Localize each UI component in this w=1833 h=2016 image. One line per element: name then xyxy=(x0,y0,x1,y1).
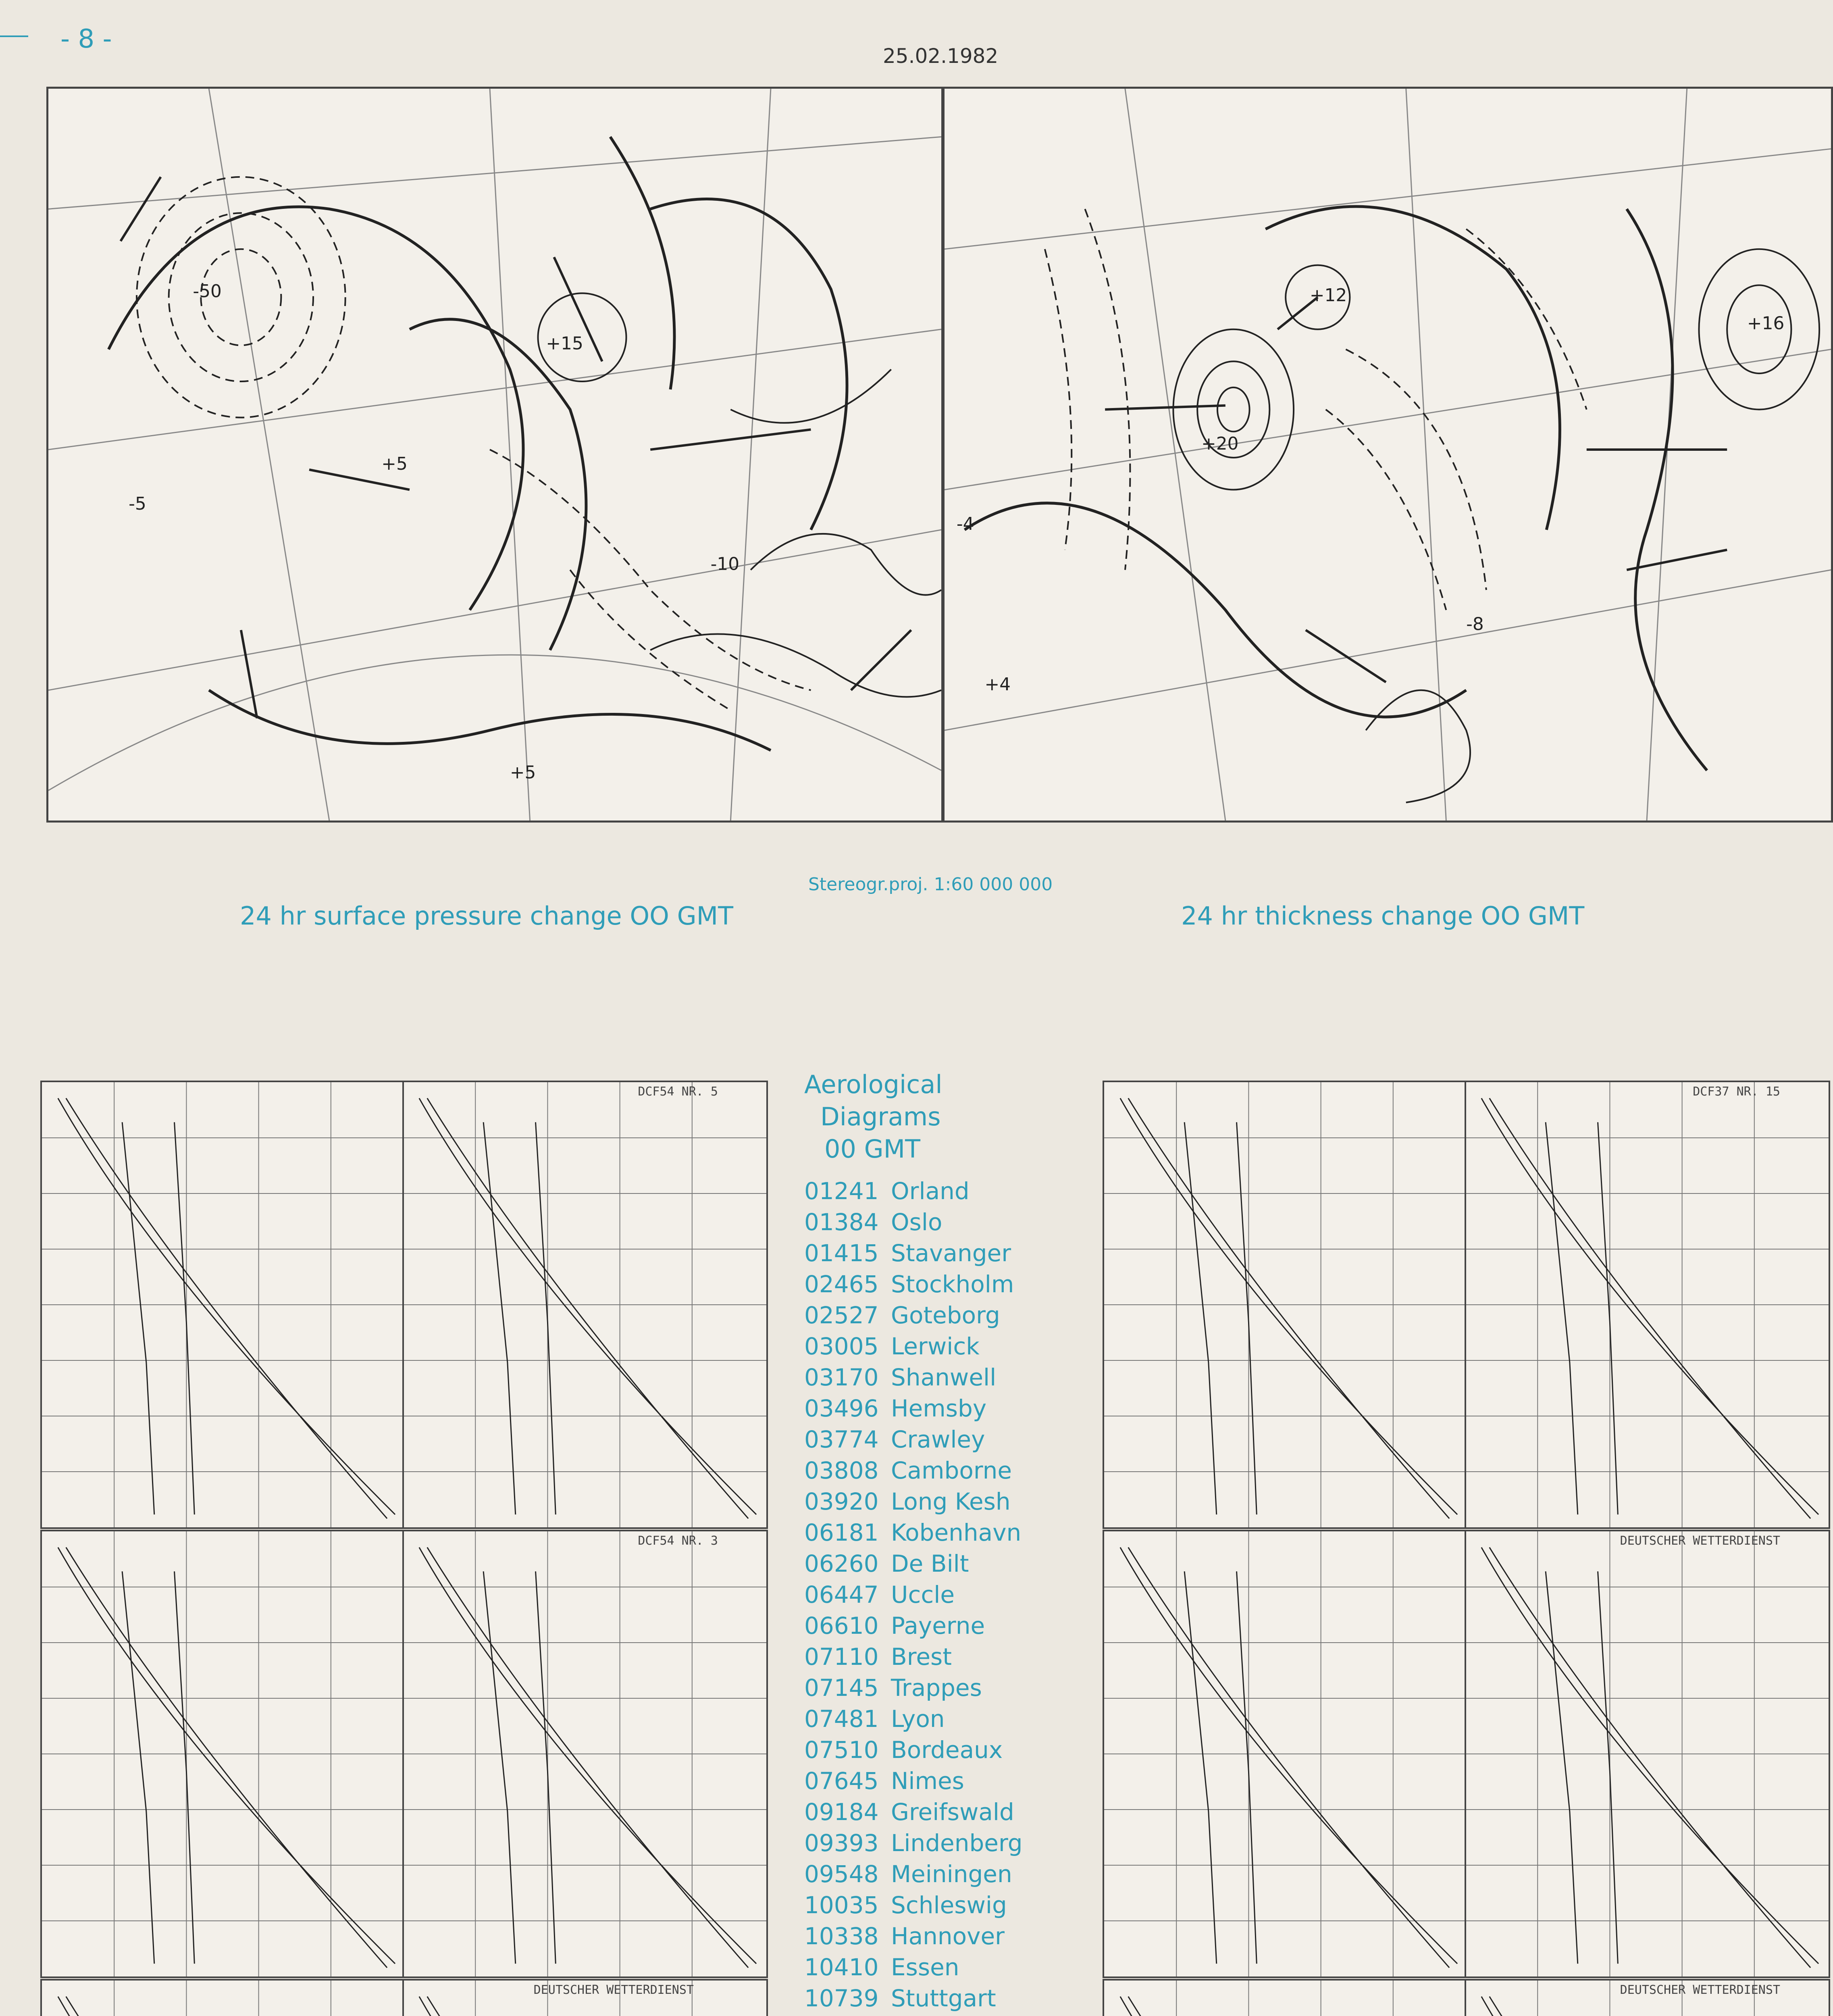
station-row xyxy=(804,1302,1088,1333)
station-name: Lyon xyxy=(891,1705,945,1733)
station-name: Stuttgart xyxy=(891,1985,996,2012)
legend-title-line2: Diagrams xyxy=(820,1102,941,1131)
station-name: Meiningen xyxy=(891,1860,1012,1888)
svg-text:+16: +16 xyxy=(1747,313,1785,334)
station-name: Hannover xyxy=(891,1922,1005,1950)
svg-text:-5: -5 xyxy=(129,494,146,514)
surface-pressure-change-map xyxy=(46,87,943,823)
station-row xyxy=(804,1488,1088,1519)
station-row xyxy=(804,1612,1088,1643)
station-code: 03170 xyxy=(804,1364,879,1391)
diagram-id: DCF37 NR. 15 xyxy=(1693,1085,1780,1099)
station-code: 10035 xyxy=(804,1891,879,1919)
station-code: 03920 xyxy=(804,1488,879,1515)
svg-text:+12: +12 xyxy=(1309,285,1347,306)
station-row xyxy=(804,1829,1088,1860)
station-name: Hemsby xyxy=(891,1395,987,1422)
diagram-id: DEUTSCHER WETTERDIENST xyxy=(533,1983,694,1997)
station-code: 02465 xyxy=(804,1270,879,1298)
station-list xyxy=(804,1177,1088,2016)
station-name: Orland xyxy=(891,1177,970,1205)
station-row xyxy=(804,1705,1088,1736)
station-name: Shanwell xyxy=(891,1364,997,1391)
projection-note: Stereogr.proj. 1:60 000 000 xyxy=(808,874,1053,895)
station-code: 03496 xyxy=(804,1395,879,1422)
diagram-grid xyxy=(1104,1531,1829,1976)
diagram-grid xyxy=(1104,1082,1829,1527)
station-name: Schleswig xyxy=(891,1891,1007,1919)
station-code: 03005 xyxy=(804,1333,879,1360)
station-row xyxy=(804,1333,1088,1364)
station-name: Oslo xyxy=(891,1208,943,1236)
station-name: Nimes xyxy=(891,1767,964,1795)
aerological-diagram-left-1 xyxy=(40,1081,768,1529)
aerological-diagram-left-2 xyxy=(40,1530,768,1978)
station-row xyxy=(804,1208,1088,1239)
svg-text:-10: -10 xyxy=(710,554,740,575)
station-code: 03808 xyxy=(804,1457,879,1484)
svg-text:-4: -4 xyxy=(956,513,974,534)
right-aerological-diagrams xyxy=(1103,1081,1830,2016)
svg-text:+4: +4 xyxy=(984,674,1011,695)
diagram-id: DCF54 NR. 5 xyxy=(638,1085,718,1099)
page-number: - 8 - xyxy=(60,24,112,54)
svg-text:+5: +5 xyxy=(510,762,536,783)
station-name: Brest xyxy=(891,1643,952,1670)
station-row xyxy=(804,1767,1088,1798)
station-name: Lindenberg xyxy=(891,1829,1023,1857)
aerological-diagram-right-2 xyxy=(1103,1530,1830,1978)
page-date: 25.02.1982 xyxy=(883,44,999,68)
surface-pressure-map-drawing xyxy=(48,89,941,821)
right-map-caption: 24 hr thickness change OO GMT xyxy=(1181,901,1585,931)
station-name: Uccle xyxy=(891,1581,955,1608)
station-row xyxy=(804,1954,1088,1985)
station-code: 07481 xyxy=(804,1705,879,1733)
station-code: 09393 xyxy=(804,1829,879,1857)
station-row xyxy=(804,1364,1088,1395)
svg-text:-8: -8 xyxy=(1466,614,1484,635)
svg-text:+20: +20 xyxy=(1201,433,1239,454)
top-rule xyxy=(0,35,28,37)
diagram-id: DEUTSCHER WETTERDIENST xyxy=(1620,1983,1780,1997)
legend-title-line1: Aerological xyxy=(804,1070,943,1099)
station-name: De Bilt xyxy=(891,1550,969,1577)
station-row xyxy=(804,1891,1088,1922)
station-name: Essen xyxy=(891,1954,959,1981)
diagram-id: DCF54 NR. 3 xyxy=(638,1534,718,1548)
station-name: Lerwick xyxy=(891,1333,980,1360)
station-name: Camborne xyxy=(891,1457,1012,1484)
station-code: 10338 xyxy=(804,1922,879,1950)
station-row xyxy=(804,1457,1088,1488)
station-row xyxy=(804,1550,1088,1581)
station-code: 07645 xyxy=(804,1767,879,1795)
left-map-caption: 24 hr surface pressure change OO GMT xyxy=(240,901,734,931)
station-code: 06447 xyxy=(804,1581,879,1608)
station-name: Kobenhavn xyxy=(891,1519,1022,1546)
station-code: 10410 xyxy=(804,1954,879,1981)
station-code: 07110 xyxy=(804,1643,879,1670)
station-row xyxy=(804,1674,1088,1705)
station-row xyxy=(804,1426,1088,1457)
diagram-grid xyxy=(42,1531,766,1976)
thickness-change-map xyxy=(943,87,1833,823)
station-name: Goteborg xyxy=(891,1302,1000,1329)
legend-title-line3: 00 GMT xyxy=(824,1134,921,1164)
station-code: 01241 xyxy=(804,1177,879,1205)
station-name: Stavanger xyxy=(891,1239,1011,1267)
station-name: Crawley xyxy=(891,1426,985,1453)
aerological-diagram-left-3 xyxy=(40,1979,768,2016)
station-code: 09548 xyxy=(804,1860,879,1888)
station-row xyxy=(804,1581,1088,1612)
svg-text:-50: -50 xyxy=(193,281,222,302)
station-name: Payerne xyxy=(891,1612,985,1639)
station-row xyxy=(804,1270,1088,1302)
station-code: 06181 xyxy=(804,1519,879,1546)
station-row xyxy=(804,1922,1088,1954)
station-code: 06610 xyxy=(804,1612,879,1639)
station-code: 09184 xyxy=(804,1798,879,1826)
station-name: Bordeaux xyxy=(891,1736,1003,1764)
station-name: Long Kesh xyxy=(891,1488,1011,1515)
station-name: Stockholm xyxy=(891,1270,1014,1298)
station-row xyxy=(804,1643,1088,1674)
station-row xyxy=(804,1177,1088,1208)
aerological-diagram-right-3 xyxy=(1103,1979,1830,2016)
station-row xyxy=(804,1985,1088,2016)
station-code: 06260 xyxy=(804,1550,879,1577)
station-name: Trappes xyxy=(891,1674,982,1702)
station-code: 07145 xyxy=(804,1674,879,1702)
station-row xyxy=(804,1860,1088,1891)
station-code: 02527 xyxy=(804,1302,879,1329)
station-row xyxy=(804,1239,1088,1270)
aerological-diagram-right-1 xyxy=(1103,1081,1830,1529)
thickness-map-drawing xyxy=(945,89,1831,821)
station-row xyxy=(804,1519,1088,1550)
station-code: 10739 xyxy=(804,1985,879,2012)
station-code: 01415 xyxy=(804,1239,879,1267)
svg-text:+15: +15 xyxy=(546,333,583,354)
svg-text:+5: +5 xyxy=(381,453,408,474)
left-aerological-diagrams xyxy=(40,1081,768,2016)
station-code: 07510 xyxy=(804,1736,879,1764)
diagram-id: DEUTSCHER WETTERDIENST xyxy=(1620,1534,1780,1548)
station-row xyxy=(804,1736,1088,1767)
station-row xyxy=(804,1395,1088,1426)
station-code: 01384 xyxy=(804,1208,879,1236)
station-code: 03774 xyxy=(804,1426,879,1453)
station-row xyxy=(804,1798,1088,1829)
diagram-grid xyxy=(42,1082,766,1527)
station-name: Greifswald xyxy=(891,1798,1014,1826)
